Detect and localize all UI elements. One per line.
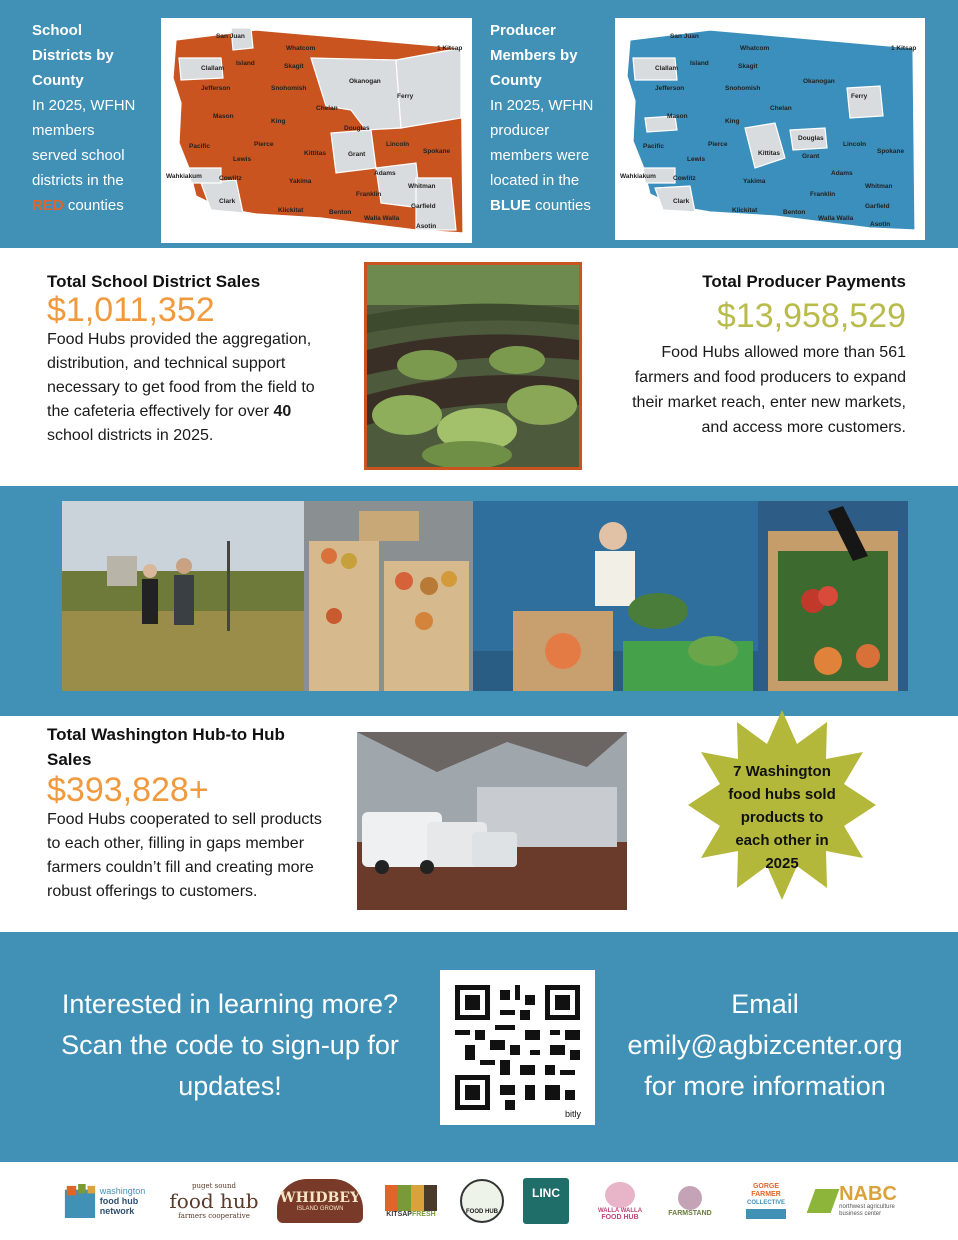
caption-title: School (32, 22, 83, 39)
email-link[interactable]: emily@agbizcenter.org (627, 1030, 903, 1060)
svg-text:Adams: Adams (374, 170, 396, 177)
school-sales-amount: $1,011,352 (47, 291, 215, 329)
svg-text:Franklin: Franklin (810, 191, 836, 198)
svg-text:Lincoln: Lincoln (386, 141, 410, 148)
svg-text:Pacific: Pacific (643, 143, 664, 150)
school-map-caption (32, 18, 157, 218)
caption-text: districts in the (32, 172, 124, 189)
caption-text: In 2025, WFHN (32, 97, 136, 114)
svg-text:Kittitas: Kittitas (758, 150, 781, 157)
svg-text:Spokane: Spokane (423, 148, 451, 155)
caption-text: counties (63, 197, 124, 214)
washington-map-blue (615, 18, 925, 240)
caption-title: Districts by (32, 47, 114, 64)
producer-payments-text: Food Hubs allowed more than 561 farmers and food producers to expand their market reach, enter new markets, and access more customers. (632, 344, 906, 436)
school-sales-title: Total School District Sales (47, 272, 261, 291)
svg-text:Lewis: Lewis (233, 156, 252, 163)
svg-text:Wahkiakum: Wahkiakum (620, 173, 656, 180)
svg-text:Clallam: Clallam (655, 65, 679, 72)
svg-text:1 Kitsap: 1 Kitsap (891, 45, 917, 52)
hub-count-burst (688, 710, 876, 900)
svg-text:Douglas: Douglas (344, 125, 370, 132)
svg-text:San Juan: San Juan (670, 33, 699, 40)
produce-box-photo (758, 501, 908, 691)
hub-sales-text: Food Hubs cooperated to sell products to each other, filling in gaps member farmers couldn’t fill and creating more robust offerings to customers. (47, 811, 322, 900)
svg-text:Jefferson: Jefferson (655, 85, 685, 92)
svg-text:Mason: Mason (213, 113, 234, 120)
farmers-photo (62, 501, 304, 691)
svg-text:Whitman: Whitman (408, 183, 436, 190)
svg-text:Garfield: Garfield (411, 203, 436, 210)
gorge-farmer-photo (473, 501, 758, 691)
nabc-logo: NABC northwest agriculture business center (804, 1174, 904, 1228)
svg-text:Chelan: Chelan (316, 105, 338, 112)
svg-text:Clark: Clark (673, 198, 690, 205)
red-highlight: RED (32, 197, 64, 214)
svg-text:Pierce: Pierce (708, 141, 728, 148)
caption-text: counties (530, 197, 591, 214)
svg-text:Klickitat: Klickitat (732, 207, 758, 214)
producer-map-caption (490, 18, 610, 218)
caption-text: In 2025, WFHN (490, 97, 594, 114)
svg-text:Whatcom: Whatcom (740, 45, 770, 52)
walla-walla-food-hub-logo: WALLA WALLA FOOD HUB (592, 1174, 648, 1228)
svg-text:Walla Walla: Walla Walla (364, 215, 400, 222)
svg-text:Asotin: Asotin (416, 223, 437, 230)
hub-sales-amount: $393,828+ (47, 771, 209, 809)
caption-text: members were (490, 147, 590, 164)
vans-photo (357, 732, 627, 910)
caption-title: County (490, 72, 542, 89)
svg-text:Spokane: Spokane (877, 148, 905, 155)
hub-sales-block (47, 722, 357, 904)
hub-sales-section (0, 716, 958, 932)
field-photo (364, 262, 582, 470)
svg-text:Walla Walla: Walla Walla (818, 215, 854, 222)
svg-text:Snohomish: Snohomish (271, 85, 307, 92)
email-contact: Email emily@agbizcenter.org for more information (605, 984, 925, 1107)
signup-prompt: Interested in learning more? Scan the code to sign-up for updates! (61, 989, 399, 1101)
school-sales-block (47, 272, 357, 448)
svg-text:Snohomish: Snohomish (725, 85, 761, 92)
svg-text:Jefferson: Jefferson (201, 85, 231, 92)
svg-text:Clark: Clark (219, 198, 236, 205)
svg-text:King: King (271, 118, 286, 125)
photo-strip (0, 486, 958, 716)
linc-logo: LINC (520, 1174, 572, 1228)
maps-section (0, 0, 958, 248)
svg-text:Franklin: Franklin (356, 191, 382, 198)
caption-title: Members by (490, 47, 578, 64)
blue-highlight: BLUE (490, 197, 531, 214)
farmstand-logo: FARMSTAND (660, 1174, 720, 1228)
producer-payments-block (600, 272, 906, 440)
qr-provider-label: bitly (564, 1109, 581, 1119)
caption-text: served school (32, 147, 125, 164)
gorge-farmer-collective-logo: GORGE FARMER COLLECTIVE (736, 1174, 796, 1228)
svg-text:Mason: Mason (667, 113, 688, 120)
cta-section (0, 932, 958, 1162)
producer-members-map (615, 18, 925, 240)
caption-text: located in the (490, 172, 580, 189)
svg-text:Grant: Grant (348, 151, 366, 158)
svg-text:Klickitat: Klickitat (278, 207, 304, 214)
svg-text:Clallam: Clallam (201, 65, 225, 72)
svg-text:Benton: Benton (783, 209, 806, 216)
caption-text: producer (490, 122, 550, 139)
svg-text:Chelan: Chelan (770, 105, 792, 112)
caption-text: members (32, 122, 95, 139)
caption-title: County (32, 72, 84, 89)
hub-sales-title: Total Washington Hub-to Hub Sales (47, 725, 285, 769)
svg-text:Whatcom: Whatcom (286, 45, 316, 52)
sales-section (0, 248, 958, 486)
caption-title: Producer (490, 22, 556, 39)
svg-text:Asotin: Asotin (870, 221, 891, 228)
svg-text:Garfield: Garfield (865, 203, 890, 210)
lettuce-field-image (367, 265, 579, 467)
svg-text:Cowlitz: Cowlitz (673, 175, 696, 182)
school-sales-text: Food Hubs provided the aggregation, distribution, and technical support necessary to get food from the field to the cafeteria effectively for over 40 school districts in 2025. (47, 331, 315, 444)
svg-text:Wahkiakum: Wahkiakum (166, 173, 202, 180)
svg-text:Grant: Grant (802, 153, 820, 160)
kitsap-fresh-logo: KITSAPFRESH (380, 1174, 442, 1228)
svg-text:Whitman: Whitman (865, 183, 893, 190)
qr-code-icon (455, 985, 580, 1110)
svg-text:Pierce: Pierce (254, 141, 274, 148)
svg-text:Island: Island (690, 60, 709, 67)
svg-text:San Juan: San Juan (216, 33, 245, 40)
wfhn-logo: washington food hub network (50, 1174, 158, 1228)
svg-text:Lincoln: Lincoln (843, 141, 867, 148)
svg-text:Island: Island (236, 60, 255, 67)
washington-map-red (161, 18, 472, 243)
svg-text:Pacific: Pacific (189, 143, 210, 150)
tomato-crates-photo (304, 501, 473, 691)
svg-text:Skagit: Skagit (738, 63, 758, 70)
svg-text:Yakima: Yakima (289, 178, 312, 185)
svg-text:Okanogan: Okanogan (349, 78, 381, 85)
svg-text:Adams: Adams (831, 170, 853, 177)
producer-payments-amount: $13,958,529 (716, 297, 906, 335)
signup-qr-code[interactable] (440, 970, 595, 1125)
svg-text:1 Kitsap: 1 Kitsap (437, 45, 463, 52)
svg-text:Lewis: Lewis (687, 156, 706, 163)
whidbey-logo: WHIDBEY ISLAND GROWN (276, 1174, 364, 1228)
svg-text:King: King (725, 118, 740, 125)
san-juan-food-hub-logo: FOOD HUB (454, 1174, 510, 1228)
svg-text:Skagit: Skagit (284, 63, 304, 70)
svg-text:Kittitas: Kittitas (304, 150, 327, 157)
burst-text: 7 Washington food hubs sold products to each other in 2025 (728, 763, 836, 872)
svg-text:Ferry: Ferry (851, 93, 868, 100)
puget-sound-food-hub-logo: puget sound food hub farmers cooperative (169, 1181, 259, 1220)
school-districts-map (161, 18, 472, 243)
svg-text:Okanogan: Okanogan (803, 78, 835, 85)
partner-logos (0, 1162, 958, 1240)
producer-payments-title: Total Producer Payments (702, 272, 906, 291)
svg-text:Yakima: Yakima (743, 178, 766, 185)
svg-text:Douglas: Douglas (798, 135, 824, 142)
svg-text:Benton: Benton (329, 209, 352, 216)
svg-text:Cowlitz: Cowlitz (219, 175, 242, 182)
svg-text:Ferry: Ferry (397, 93, 414, 100)
